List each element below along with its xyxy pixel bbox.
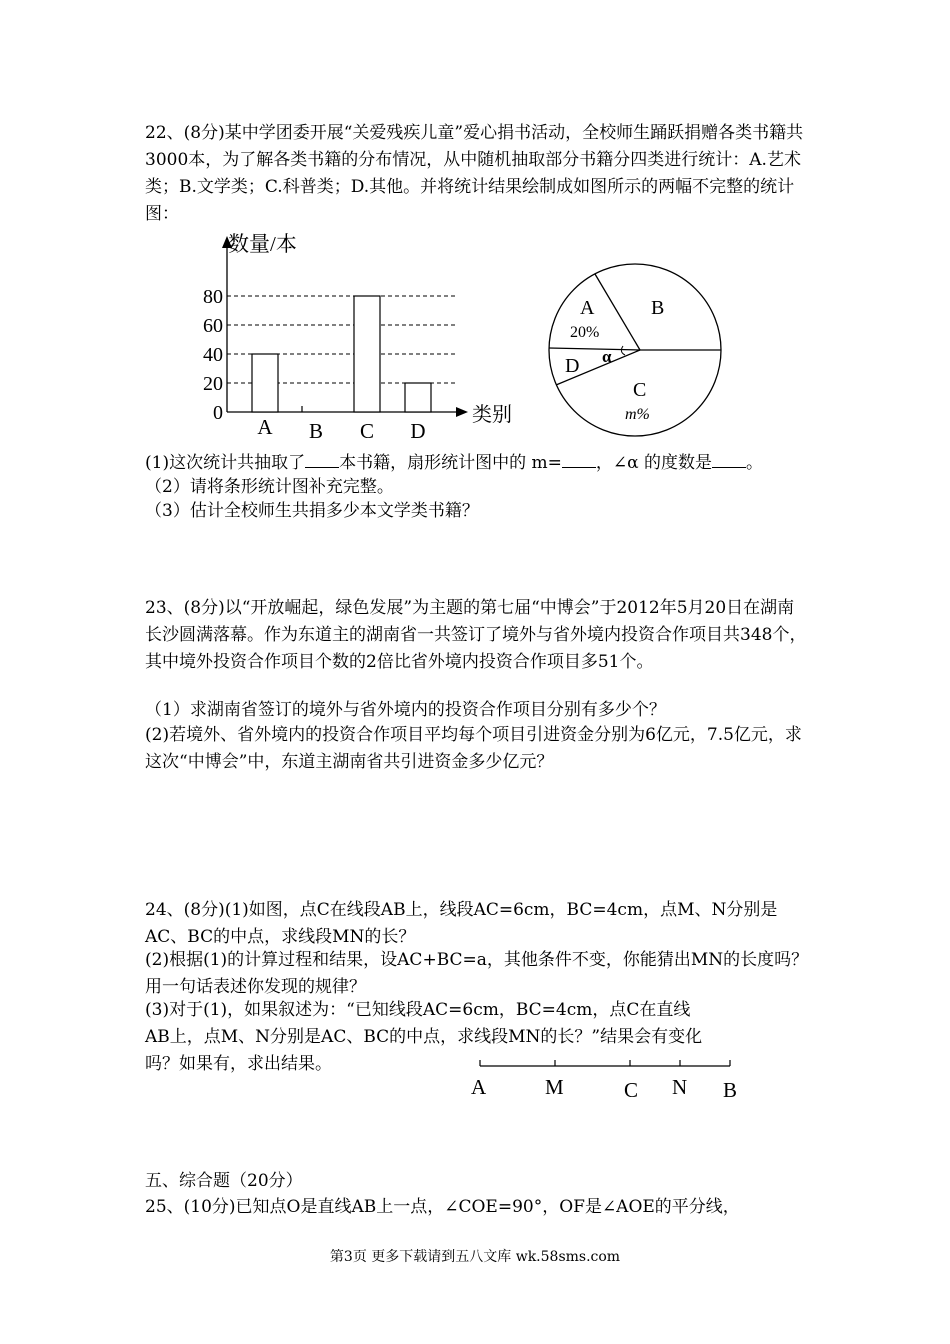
q25-stem: 25、(10分)已知点O是直线AB上一点，∠COE=90°，OF是∠AOE的平分线， — [145, 1197, 740, 1217]
pie-label-B: B — [651, 297, 665, 319]
point-label-C: C — [624, 1078, 639, 1102]
angle-arc — [621, 346, 625, 355]
y-tick-label-40: 40 — [203, 344, 223, 366]
bar-A — [252, 354, 278, 412]
answer-blank-m[interactable] — [562, 451, 596, 468]
q22-sub2: （2）请将条形统计图补充完整。 — [145, 477, 394, 497]
pie-pct-A: 20% — [570, 324, 600, 341]
q23-sub2: (2)若境外、省外境内的投资合作项目平均每个项目引进资金分别为6亿元，7.5亿元，求这次“中博会”中，东道主湖南省共引进资金多少亿元？ — [145, 725, 802, 772]
x-tick-label-B: B — [308, 419, 324, 443]
pie-divider-c — [549, 348, 640, 350]
y-tick-label-60: 60 — [203, 315, 223, 337]
y-tick-label-20: 20 — [203, 373, 223, 395]
bar-D — [405, 383, 431, 412]
answer-blank-alpha[interactable] — [712, 451, 746, 468]
pie-label-C: C — [633, 379, 647, 401]
pie-label-A: A — [580, 297, 595, 319]
q22-sub1: (1)这次统计共抽取了 本书籍，扇形统计图中的 m= ，∠α 的度数是 。 — [145, 453, 764, 473]
y-axis-label: 数量/本 — [228, 232, 297, 256]
x-axis-label: 类别 — [472, 404, 512, 426]
q22-sub3: （3）估计全校师生共捐多少本文学类书籍？ — [145, 501, 479, 521]
q23-stem: 23、(8分)以“开放崛起，绿色发展”为主题的第七届“中博会”于2012年5月20日在湖南长沙圆满落幕。作为东道主的湖南省一共签订了境外与省外境内投资合作项目共348个，其中境外投资合作项目个数的2倍比省外境内投资合作项目多51个。 — [145, 598, 807, 672]
pie-chart — [545, 262, 725, 442]
q24-sub3: (3)对于(1)，如果叙述为：“已知线段AC=6cm，BC=4cm，点C在直线AB上，点M、N分别是AC、BC的中点，求线段MN的长？”结果会有变化吗？如果有，求出结果。 — [145, 1000, 703, 1074]
page-footer: 第3页 更多下载请到五八文库 wk.58sms.com — [329, 1249, 621, 1265]
pie-divider-b — [595, 274, 640, 350]
q24-sub2: (2)根据(1)的计算过程和结果，设AC+BC=a，其他条件不变，你能猜出MN的长度吗？用一句话表述你发现的规律？ — [145, 950, 809, 997]
point-label-M: M — [545, 1075, 564, 1099]
x-tick-label-C: C — [359, 419, 375, 443]
x-tick-label-D: D — [410, 419, 426, 443]
section-5-title: 五、综合题（20分） — [145, 1171, 303, 1191]
point-label-B: B — [723, 1078, 738, 1102]
bar-chart — [190, 228, 530, 443]
pie-label-D: D — [565, 355, 580, 377]
answer-blank-count[interactable] — [305, 451, 339, 468]
q22-stem: 22、(8分)某中学团委开展“关爱残疾儿童”爱心捐书活动，全校师生踊跃捐赠各类书籍共3000本，为了解各类书籍的分布情况，从中随机抽取部分书籍分四类进行统计：A.艺术类；B.文学类；C.科普类；D.其他。并将统计结果绘制成如图所示的两幅不完整的统计图： — [145, 123, 804, 224]
point-label-A: A — [471, 1075, 487, 1099]
point-label-N: N — [672, 1075, 688, 1099]
angle-alpha: α — [602, 347, 612, 366]
y-tick-label-0: 0 — [213, 402, 223, 424]
x-axis-arrow — [456, 407, 468, 417]
bar-C — [354, 296, 380, 412]
x-tick-label-A: A — [257, 415, 273, 439]
q23-sub1: （1）求湖南省签订的境外与省外境内的投资合作项目分别有多少个？ — [145, 700, 666, 720]
pie-pct-C: m% — [625, 406, 650, 423]
segment-figure — [465, 1050, 755, 1110]
y-tick-label-80: 80 — [203, 286, 223, 308]
q24-sub1: 24、(8分)(1)如图，点C在线段AB上，线段AC=6cm，BC=4cm，点M、N分别是AC、BC的中点，求线段MN的长？ — [145, 900, 778, 947]
